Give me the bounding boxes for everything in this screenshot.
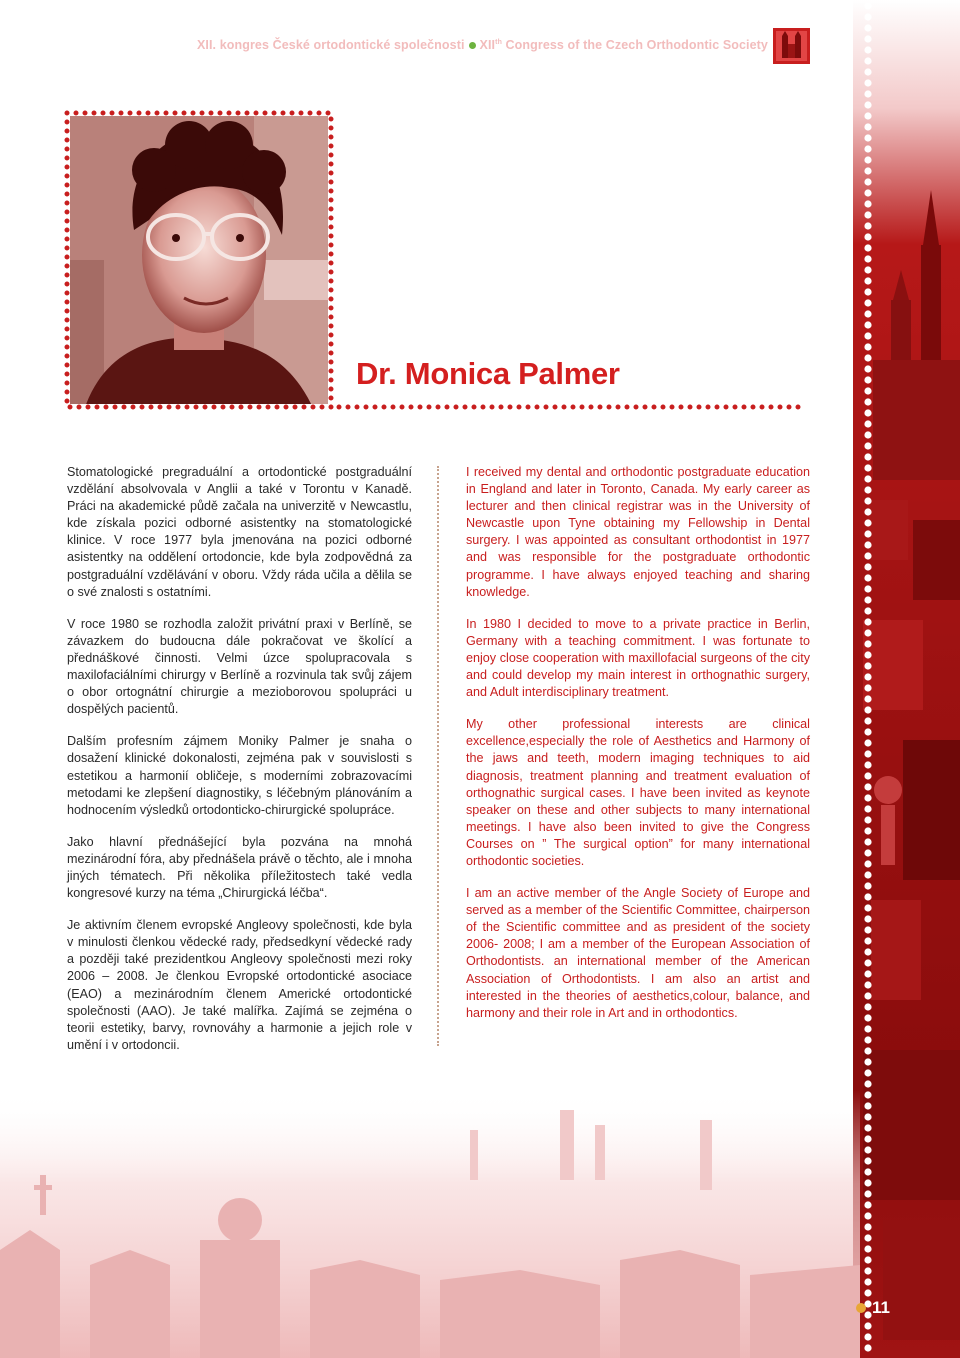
perforation-dot [864,365,871,372]
perforation-dot [864,1113,871,1120]
perforation-dot [864,46,871,53]
perforation-dot [864,805,871,812]
perforation-dot [864,706,871,713]
perforation-dot [864,772,871,779]
perforation-dot [864,882,871,889]
perforation-dot [864,1102,871,1109]
perforation-dot [864,904,871,911]
perforation-dot [864,79,871,86]
perforation-dot [864,1234,871,1241]
perforation-border [862,0,874,1358]
page-title: Dr. Monica Palmer [356,356,620,391]
perforation-dot [864,398,871,405]
perforation-dot [864,662,871,669]
perforation-dot [864,871,871,878]
perforation-dot [864,255,871,262]
perforation-dot [864,1080,871,1087]
perforation-dot [864,1212,871,1219]
perforation-dot [864,222,871,229]
english-paragraph: I received my dental and orthodontic postgraduate education in England and later in Toronto, Canada. My early career as lecturer and then clinical registrar was in the University of Newcastle upon Tyne obtaining my Fellowship in Dental surgery. I was appointed as consultant orthodontist in 1977 and was responsible for the postgraduate orthodontic programme. I have always enjoyed teaching and sharing knowledge. [466,465,810,599]
perforation-dot [864,2,871,9]
perforation-dot [864,112,871,119]
perforation-dot [864,552,871,559]
header-english-title: XIIth Congress of the Czech Orthodontic Society [479,38,768,52]
perforation-dot [864,981,871,988]
perforation-dot [864,409,871,416]
perforation-dot [864,1344,871,1351]
perforation-dot [864,464,871,471]
perforation-dot [864,717,871,724]
perforation-dot [864,596,871,603]
perforation-dot [864,607,871,614]
perforation-dot [864,200,871,207]
perforation-dot [864,453,871,460]
perforation-dot [864,233,871,240]
perforation-dot [864,321,871,328]
perforation-dot [864,519,871,526]
perforation-dot [864,1223,871,1230]
perforation-dot [864,277,871,284]
perforation-dot [864,156,871,163]
english-paragraph: I am an active member of the Angle Society of Europe and served as a member of the Scientific Committee, chairperson of the Scientific committee and as president of the society 2006- 2008; I am a member of the European Association of Orthodontists. an international member of the American Association of Orthodontists. I am also an artist and interested in the theories of aesthetics,colour, balance, and harmony and their role in Art and in orthodontics. [466,886,810,1020]
perforation-dot [864,90,871,97]
perforation-dot [864,783,871,790]
perforation-dot [864,563,871,570]
perforation-dot [864,893,871,900]
perforation-dot [864,35,871,42]
perforation-dot [864,541,871,548]
perforation-dot [864,948,871,955]
perforation-dot [864,266,871,273]
perforation-dot [864,695,871,702]
perforation-dot [864,1025,871,1032]
perforation-dot [864,123,871,130]
perforation-dot [864,486,871,493]
perforation-dot [864,24,871,31]
perforation-dot [864,1190,871,1197]
perforation-dot [864,684,871,691]
perforation-dot [864,145,871,152]
congress-logo [773,28,810,64]
perforation-dot [864,101,871,108]
czech-paragraph: Je aktivním členem evropské Angleovy společnosti, kde byla v minulosti členkou vědecké rady, předsedkyní vědecké rady a později také prezidentkou Angleovy společnosti mezi roky 2006 – 2008. Je členkou Evropské ortodontické asociace (EAO) a mezinárodním členem Americké ortodontické společnosti (AAO). Je také malířka. Zajímá se zejména o teorii estetiky, barvy, rovnováhy a harmonie a jejich role v umění i v ortodoncii. [67,918,412,1052]
perforation-dot [864,431,871,438]
perforation-dot [864,827,871,834]
perforation-dot [864,574,871,581]
perforation-dot [864,1256,871,1263]
perforation-dot [864,629,871,636]
perforation-dot [864,926,871,933]
perforation-dot [864,299,871,306]
header-czech-title: XII. kongres České ortodontické společnosti [196,38,465,52]
page-header [0,38,768,52]
column-divider [437,466,441,1046]
perforation-dot [864,794,871,801]
perforation-dot [864,475,871,482]
perforation-dot [864,1278,871,1285]
perforation-dot [864,816,871,823]
portrait-photo [64,110,334,410]
czech-paragraph: Dalším profesním zájmem Moniky Palmer je snaha o dosažení klinické dokonalosti, zejména pak v souvislosti s estetikou a harmonií obličeje, s moderními zobrazovacími metodami ke zlepšení diagnostiky, s léčebným plánováním a hodnocením výsledků ortodonticko-chirurgické spolupráce. [67,734,412,817]
perforation-dot [864,618,871,625]
perforation-dot [864,838,871,845]
perforation-dot [864,354,871,361]
perforation-dot [864,1014,871,1021]
perforation-dot [864,1091,871,1098]
perforation-dot [864,640,871,647]
english-biography [466,464,810,1037]
czech-biography [67,464,412,1069]
perforation-dot [864,497,871,504]
perforation-dot [864,1003,871,1010]
perforation-dot [864,1069,871,1076]
perforation-dot [864,508,871,515]
faded-cityscape [0,1090,860,1358]
perforation-dot [864,1267,871,1274]
perforation-dot [864,167,871,174]
perforation-dot [864,1036,871,1043]
page-number [856,1296,890,1320]
perforation-dot [864,178,871,185]
perforation-dot [864,728,871,735]
perforation-dot [864,739,871,746]
perforation-dot [864,959,871,966]
perforation-dot [864,387,871,394]
english-paragraph: In 1980 I decided to move to a private practice in Berlin, Germany with a teaching commitment. I was fortunate to enjoy close cooperation with maxillofacial surgeons of the city and could develop my main interest in orthognathic surgery, and Adult interdisciplinary treatment. [466,616,810,700]
perforation-dot [864,343,871,350]
page-number-text: 11 [872,1298,890,1317]
perforation-dot [864,530,871,537]
czech-paragraph: V roce 1980 se rozhodla založit privátní praxi v Berlíně, se závazkem do budoucna dále pokračovat ve školící a přednáškové činnosti. Velmi úzce spolupracovala s maxilofaciálními chirurgy v Berlíně a rozvinula tak svůj zájem o obor ortognátní chirurgie a mezioborovou spolupráci u dospělých pacientů. [67,616,412,717]
perforation-dot [864,1333,871,1340]
perforation-dot [864,332,871,339]
perforation-dot [864,849,871,856]
perforation-dot [864,13,871,20]
perforation-dot [864,189,871,196]
czech-paragraph: Jako hlavní přednášející byla pozvána na mnohá mezinárodní fóra, aby přednášela právě o těchto, ale i mnoha jiných tématech. Při několika příležitostech také vedla kongresové kurzy na téma „Chirurgická léčba“. [67,834,412,901]
perforation-dot [864,1135,871,1142]
perforation-dot [864,1245,871,1252]
perforation-dot [864,970,871,977]
perforation-dot [864,992,871,999]
perforation-dot [864,1168,871,1175]
perforation-dot [864,915,871,922]
perforation-dot [864,673,871,680]
perforation-dot [864,750,871,757]
perforation-dot [864,1322,871,1329]
perforation-dot [864,585,871,592]
perforation-dot [864,442,871,449]
perforation-dot [864,310,871,317]
perforation-dot [864,1179,871,1186]
perforation-dot [864,134,871,141]
perforation-dot [864,57,871,64]
perforation-dot [864,1157,871,1164]
czech-paragraph: Stomatologické pregraduální a ortodontické postgraduální vzdělání absolvovala v Anglii a také v Torontu v Kanadě. Práci na akademické půdě začala na univerzitě v Newcastlu, kde získala pozici odborné asistentky na stomatologické klinice. V roce 1977 byla jmenována na pozici odborné asistentky na oddělení ortodoncie, kde byla zodpovědná za postgraduální vzdělávání v oboru. Vždy ráda učila a dělila se o své znalosti s ostatními. [67,465,412,599]
header-separator-dot [469,42,476,49]
perforation-dot [864,420,871,427]
perforation-dot [864,211,871,218]
perforation-dot [864,860,871,867]
perforation-dot [864,1058,871,1065]
perforation-dot [864,288,871,295]
perforation-dot [864,1146,871,1153]
perforation-dot [864,68,871,75]
perforation-dot [864,244,871,251]
perforation-dot [864,651,871,658]
perforation-dot [864,761,871,768]
perforation-dot [864,1124,871,1131]
perforation-dot [864,937,871,944]
page-number-dot [856,1303,866,1313]
perforation-dot [864,1047,871,1054]
english-paragraph: My other professional interests are clinical excellence,especially the role of Aesthetics and Harmony of the jaws and teeth, modern imaging techniques to aid diagnosis, treatment planning and treatment evaluation of orthognathic surgical cases. I have been invited as keynote speaker on these and other subjects to many international meetings. I have also been invited to give the Congress Courses on ” The surgical option” for many international orthodontic societies. [466,717,810,868]
perforation-dot [864,1201,871,1208]
title-dotted-rule [336,404,808,410]
perforation-dot [864,376,871,383]
